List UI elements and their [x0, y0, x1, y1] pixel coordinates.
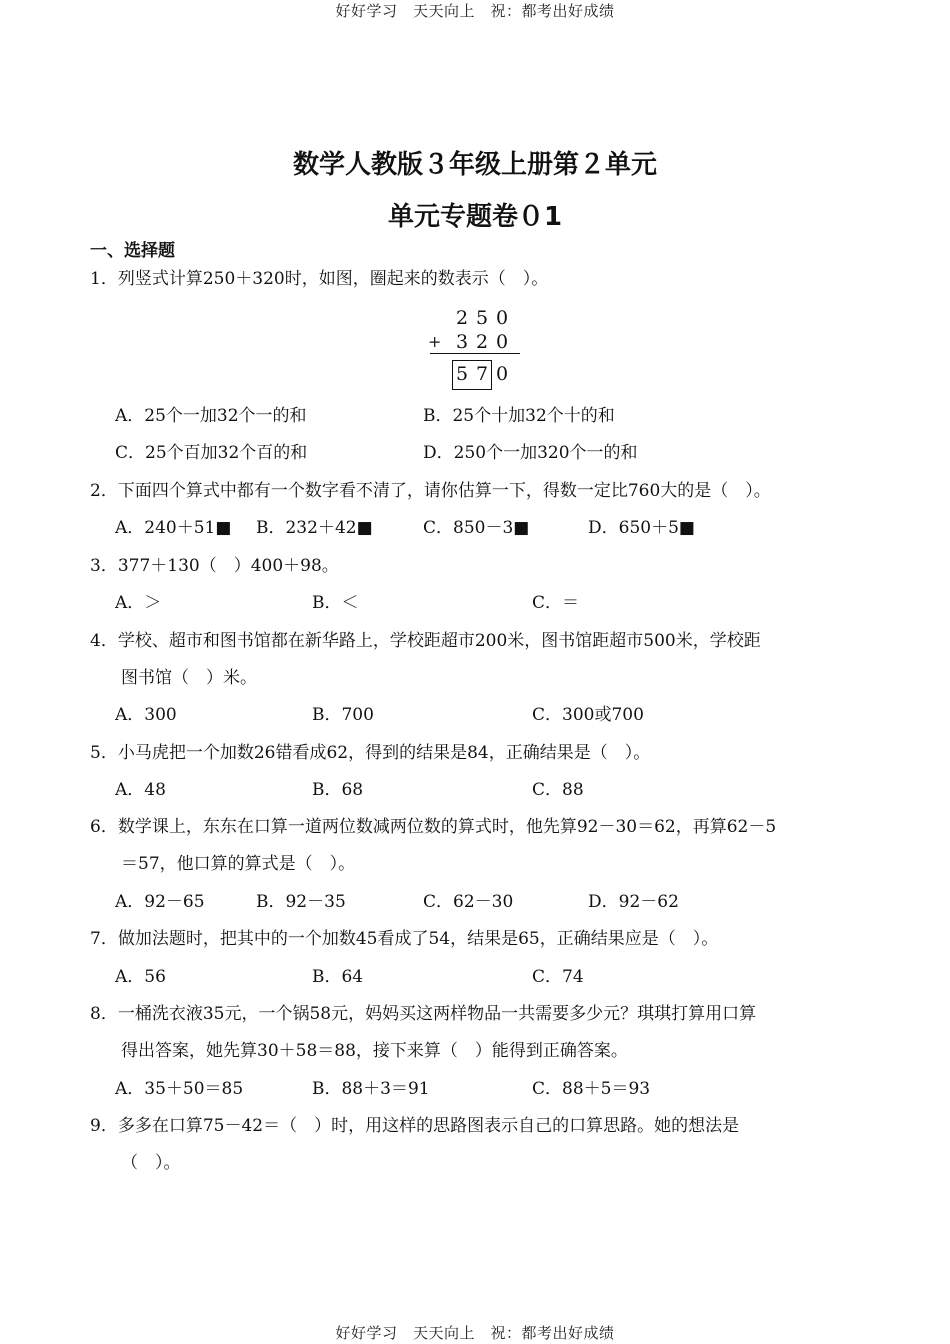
calc-digit: 2 [475, 331, 489, 353]
question-1-option-b[interactable]: B．25个十加32个十的和 [423, 406, 615, 426]
question-5-option-b[interactable]: B．68 [312, 780, 364, 800]
question-7-text: 7．做加法题时，把其中的一个加数45看成了54，结果是65，正确结果应是（ ）。 [90, 929, 719, 949]
question-5-text: 5．小马虎把一个加数26错看成62，得到的结果是84，正确结果是（ ）。 [90, 743, 651, 763]
calc-divider-line [430, 353, 520, 354]
question-2-option-a[interactable]: A．240＋51■ [115, 518, 232, 538]
question-4-option-b[interactable]: B．700 [312, 705, 374, 725]
question-9-text-cont: （ ）。 [121, 1153, 181, 1173]
calc-digit: 0 [495, 331, 509, 353]
question-8-option-a[interactable]: A．35＋50＝85 [115, 1079, 244, 1099]
question-1-option-a[interactable]: A．25个一加32个一的和 [115, 406, 307, 426]
question-9-text: 9．多多在口算75－42＝（ ）时，用这样的思路图表示自己的口算思路。她的想法是 [90, 1116, 740, 1136]
question-2-text: 2．下面四个算式中都有一个数字看不清了，请你估算一下，得数一定比760大的是（ ）。 [90, 481, 771, 501]
question-4-option-a[interactable]: A．300 [115, 705, 177, 725]
question-6-option-d[interactable]: D．92－62 [588, 892, 679, 912]
calc-digit: 7 [475, 363, 489, 385]
question-2-option-b[interactable]: B．232＋42■ [256, 518, 373, 538]
question-8-text: 8．一桶洗衣液35元，一个锅58元，妈妈买这两样物品一共需要多少元？琪琪打算用口算 [90, 1004, 757, 1024]
page-subtitle: 单元专题卷０1 [387, 202, 563, 232]
calc-plus-sign: + [428, 332, 442, 351]
calc-digit: 0 [495, 307, 509, 329]
question-5-option-a[interactable]: A．48 [115, 780, 166, 800]
question-2-option-d[interactable]: D．650＋5■ [588, 518, 695, 538]
page-title: 数学人教版３年级上册第２单元 [292, 150, 657, 180]
question-2-option-c[interactable]: C．850－3■ [423, 518, 530, 538]
calc-digit: 5 [455, 363, 469, 385]
question-5-option-c[interactable]: C．88 [532, 780, 584, 800]
question-4-text-cont: 图书馆（ ）米。 [121, 668, 257, 688]
question-8-text-cont: 得出答案，她先算30＋58＝88，接下来算（ ）能得到正确答案。 [121, 1041, 628, 1061]
calc-digit: 0 [495, 363, 509, 385]
question-4-option-c[interactable]: C．300或700 [532, 705, 644, 725]
question-3-option-c[interactable]: C．＝ [532, 593, 580, 613]
question-6-text: 6．数学课上，东东在口算一道两位数减两位数的算式时，他先算92－30＝62，再算62－5 [90, 817, 777, 837]
question-7-option-b[interactable]: B．64 [312, 967, 364, 987]
question-1-option-d[interactable]: D．250个一加320个一的和 [423, 443, 638, 463]
question-4-text: 4．学校、超市和图书馆都在新华路上，学校距超市200米，图书馆距超市500米，学校距 [90, 631, 761, 651]
calc-digit: 5 [475, 307, 489, 329]
question-6-option-b[interactable]: B．92－35 [256, 892, 346, 912]
page-header: 好好学习 天天向上 祝：都考出好成绩 [335, 2, 615, 20]
question-8-option-b[interactable]: B．88＋3＝91 [312, 1079, 430, 1099]
question-7-option-a[interactable]: A．56 [115, 967, 166, 987]
question-1-text: 1．列竖式计算250＋320时，如图，圈起来的数表示（ ）。 [90, 269, 549, 289]
calc-digit: 3 [455, 331, 469, 353]
page-footer: 好好学习 天天向上 祝：都考出好成绩 [335, 1324, 615, 1342]
question-1-option-c[interactable]: C．25个百加32个百的和 [115, 443, 308, 463]
question-3-option-b[interactable]: B．＜ [312, 593, 359, 613]
question-6-option-c[interactable]: C．62－30 [423, 892, 514, 912]
question-3-option-a[interactable]: A．＞ [115, 593, 162, 613]
question-6-option-a[interactable]: A．92－65 [115, 892, 205, 912]
question-6-text-cont: ＝57，他口算的算式是（ ）。 [121, 854, 356, 874]
calc-digit: 2 [455, 307, 469, 329]
question-7-option-c[interactable]: C．74 [532, 967, 584, 987]
question-3-text: 3．377＋130（ ）400＋98。 [90, 556, 339, 576]
vertical-calculation [420, 306, 530, 392]
question-8-option-c[interactable]: C．88＋5＝93 [532, 1079, 651, 1099]
section-heading: 一、选择题 [90, 241, 175, 261]
